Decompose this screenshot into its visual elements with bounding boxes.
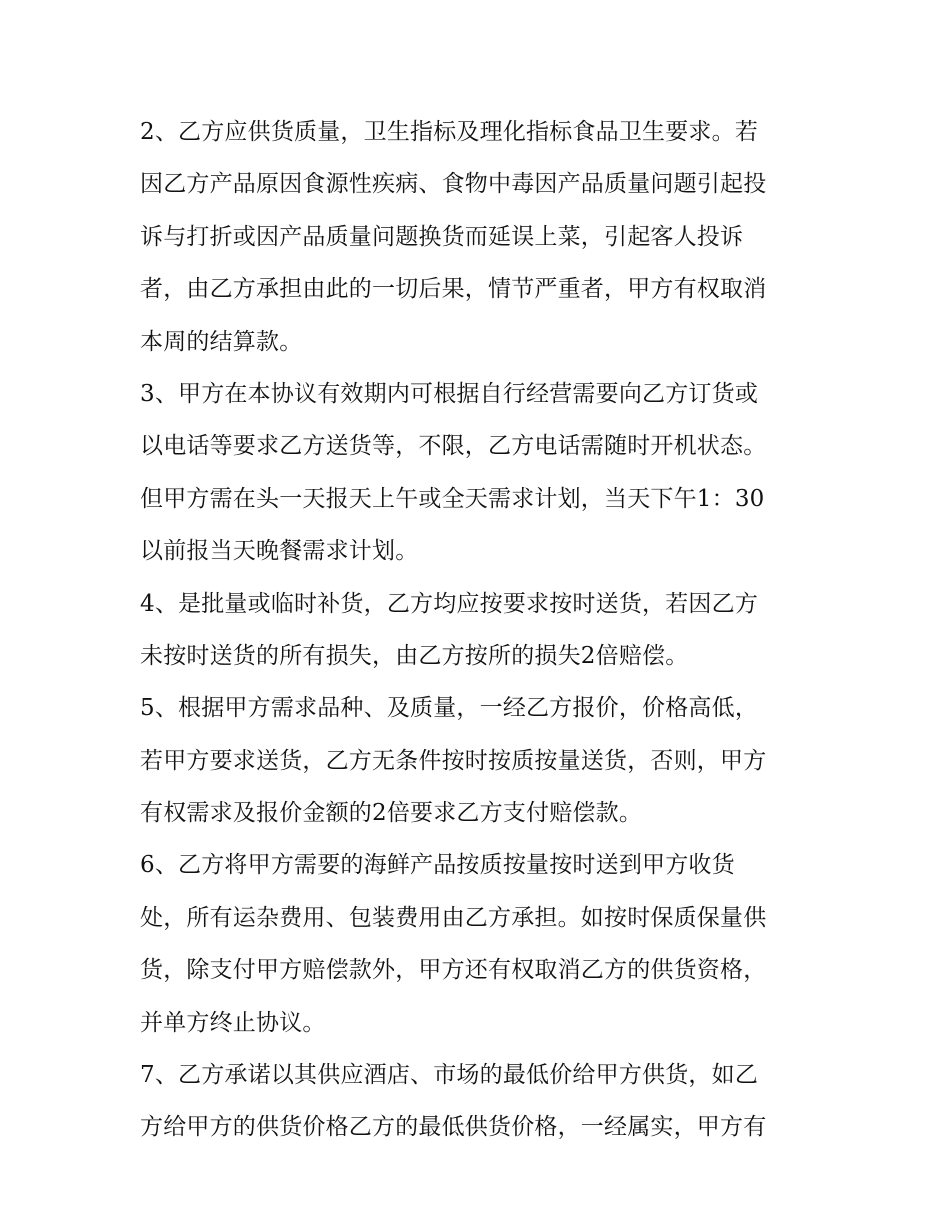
text-line: 本周的结算款。 [140,328,303,355]
text-line: 3、甲方在本协议有效期内可根据自行经营需要向乙方订货或 [140,380,759,407]
text-line: 7、乙方承诺以其供应酒店、市场的最低价给甲方供货，如乙 [140,1062,759,1089]
text-line: 2、乙方应供货质量，卫生指标及理化指标食品卫生要求。若 [140,119,759,145]
text-line: 有权需求及报价金额的2倍要求乙方支付赔偿款。 [140,800,643,827]
text-line: 4、是批量或临时补货，乙方均应按要求按时送货，若因乙方 [140,590,759,617]
text-line: 方给甲方的供货价格乙方的最低供货价格，一经属实，甲方有 [140,1114,767,1141]
text-line: 5、根据甲方需求品种、及质量，一经乙方报价，价格高低， [140,695,759,722]
text-line: 若甲方要求送货，乙方无条件按时按质按量送货，否则，甲方 [140,747,767,774]
text-line: 并单方终止协议。 [140,1009,326,1036]
text-line: 6、乙方将甲方需要的海鲜产品按质按量按时送到甲方收货 [140,852,735,879]
text-line: 以电话等要求乙方送货等，不限，乙方电话需随时开机状态。 [140,433,767,460]
text-line: 以前报当天晚餐需求计划。 [140,538,419,565]
text-line: 因乙方产品原因食源性疾病、食物中毒因产品质量问题引起投 [140,171,767,198]
contract-text [140,106,820,1154]
text-line: 货，除支付甲方赔偿款外，甲方还有权取消乙方的供货资格， [140,957,767,984]
text-line: 处，所有运杂费用、包装费用由乙方承担。如按时保质保量供 [140,904,767,931]
text-line: 诉与打折或因产品质量问题换货而延误上菜，引起客人投诉 [140,223,744,250]
text-line: 未按时送货的所有损失，由乙方按所的损失2倍赔偿。 [140,642,689,669]
text-line: 但甲方需在头一天报天上午或全天需求计划，当天下午1：30 [140,485,765,512]
text-line: 者，由乙方承担由此的一切后果，情节严重者，甲方有权取消 [140,276,767,303]
